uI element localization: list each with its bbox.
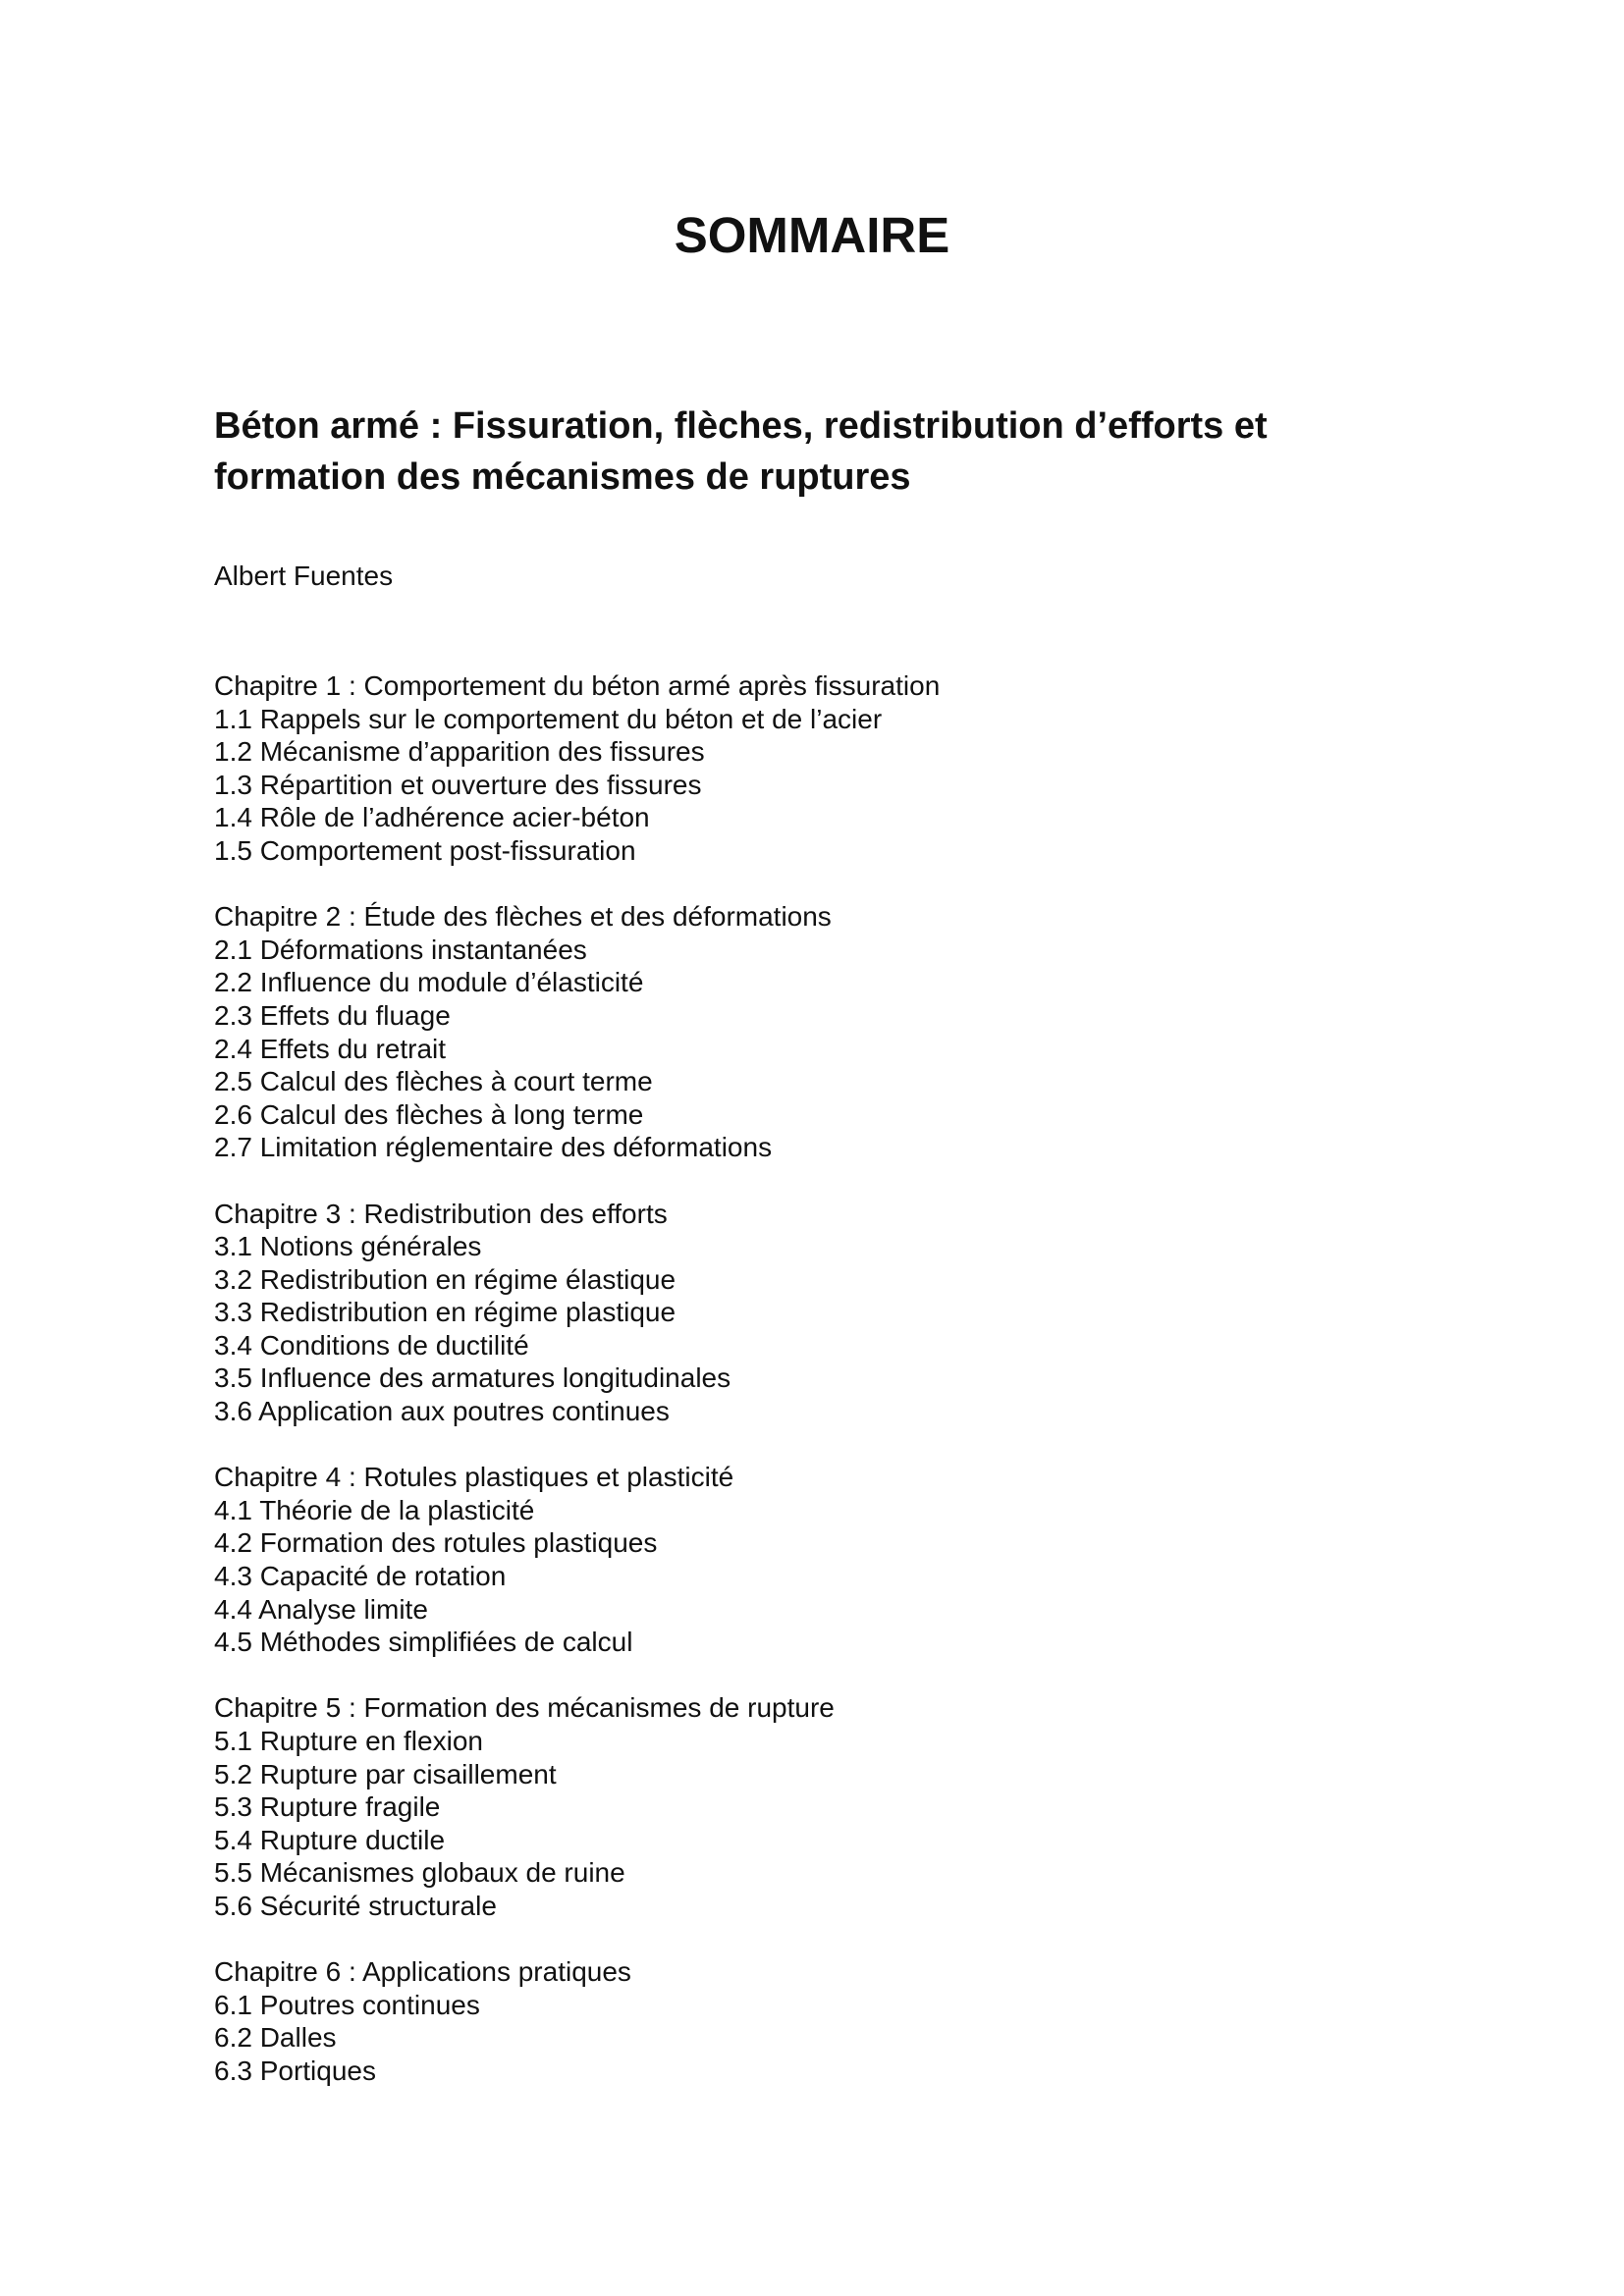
chapter-heading: Chapitre 3 : Redistribution des efforts	[214, 1198, 668, 1229]
section-item: 3.2 Redistribution en régime élastique	[214, 1263, 677, 1295]
section-item: 4.4 Analyse limite	[214, 1593, 428, 1625]
section-item: 2.5 Calcul des flèches à court terme	[214, 1066, 653, 1097]
section-item: 2.3 Effets du fluage	[214, 999, 451, 1031]
section-item: 6.1 Poutres continues	[214, 1989, 480, 2020]
section-item: 5.1 Rupture en flexion	[214, 1726, 483, 1756]
chapter-block	[214, 669, 1392, 868]
section-item: 3.6 Application aux poutres continues	[214, 1396, 670, 1427]
section-item: 3.1 Notions générales	[214, 1231, 482, 1262]
chapter-heading: Chapitre 2 : Étude des flèches et des déformations	[214, 901, 832, 933]
chapter-block	[214, 1198, 1392, 1428]
chapter-block	[214, 900, 1392, 1164]
section-item: 1.3 Répartition et ouverture des fissures	[214, 769, 702, 800]
section-item: 6.2 Dalles	[214, 2022, 337, 2054]
chapter-block	[214, 1955, 1392, 2087]
section-item: 2.6 Calcul des flèches à long terme	[214, 1098, 644, 1130]
section-item: 2.7 Limitation réglementaire des déformations	[214, 1132, 773, 1163]
section-item: 1.2 Mécanisme d’apparition des fissures	[214, 736, 705, 768]
section-item: 5.5 Mécanismes globaux de ruine	[214, 1857, 625, 1889]
section-item: 5.3 Rupture fragile	[214, 1791, 441, 1823]
section-item: 5.4 Rupture ductile	[214, 1824, 446, 1855]
section-item: 4.3 Capacité de rotation	[214, 1561, 507, 1592]
section-item: 2.1 Déformations instantanées	[214, 934, 587, 965]
section-item: 2.2 Influence du module d’élasticité	[214, 967, 644, 998]
document-title	[214, 400, 1392, 503]
section-item: 3.3 Redistribution en régime plastique	[214, 1297, 677, 1328]
table-of-contents	[214, 669, 1392, 2120]
section-item: 1.4 Rôle de l’adhérence acier-béton	[214, 802, 650, 833]
section-item: 5.2 Rupture par cisaillement	[214, 1758, 557, 1789]
chapter-heading: Chapitre 1 : Comportement du béton armé après fissuration	[214, 670, 941, 701]
chapter-block	[214, 1461, 1392, 1659]
chapter-block	[214, 1691, 1392, 1922]
author-name: Albert Fuentes	[214, 561, 394, 591]
chapter-heading: Chapitre 4 : Rotules plastiques et plasticité	[214, 1462, 734, 1493]
section-item: 4.1 Théorie de la plasticité	[214, 1494, 535, 1525]
page-title: SOMMAIRE	[674, 207, 950, 263]
section-item: 5.6 Sécurité structurale	[214, 1890, 497, 1921]
section-item: 1.1 Rappels sur le comportement du béton et de l’acier	[214, 703, 883, 734]
chapter-heading: Chapitre 6 : Applications pratiques	[214, 1956, 631, 1988]
section-item: 4.5 Méthodes simplifiées de calcul	[214, 1627, 633, 1658]
document-title-line-2: formation des mécanismes de ruptures	[214, 456, 911, 498]
section-item: 3.4 Conditions de ductilité	[214, 1329, 529, 1361]
document-title-line-1: Béton armé : Fissuration, flèches, redistribution d’efforts et	[214, 405, 1268, 447]
section-item: 2.4 Effets du retrait	[214, 1033, 447, 1064]
section-item: 3.5 Influence des armatures longitudinales	[214, 1362, 731, 1394]
chapter-heading: Chapitre 5 : Formation des mécanismes de rupture	[214, 1692, 835, 1724]
section-item: 4.2 Formation des rotules plastiques	[214, 1527, 658, 1559]
section-item: 6.3 Portiques	[214, 2055, 376, 2086]
section-item: 1.5 Comportement post-fissuration	[214, 834, 636, 866]
